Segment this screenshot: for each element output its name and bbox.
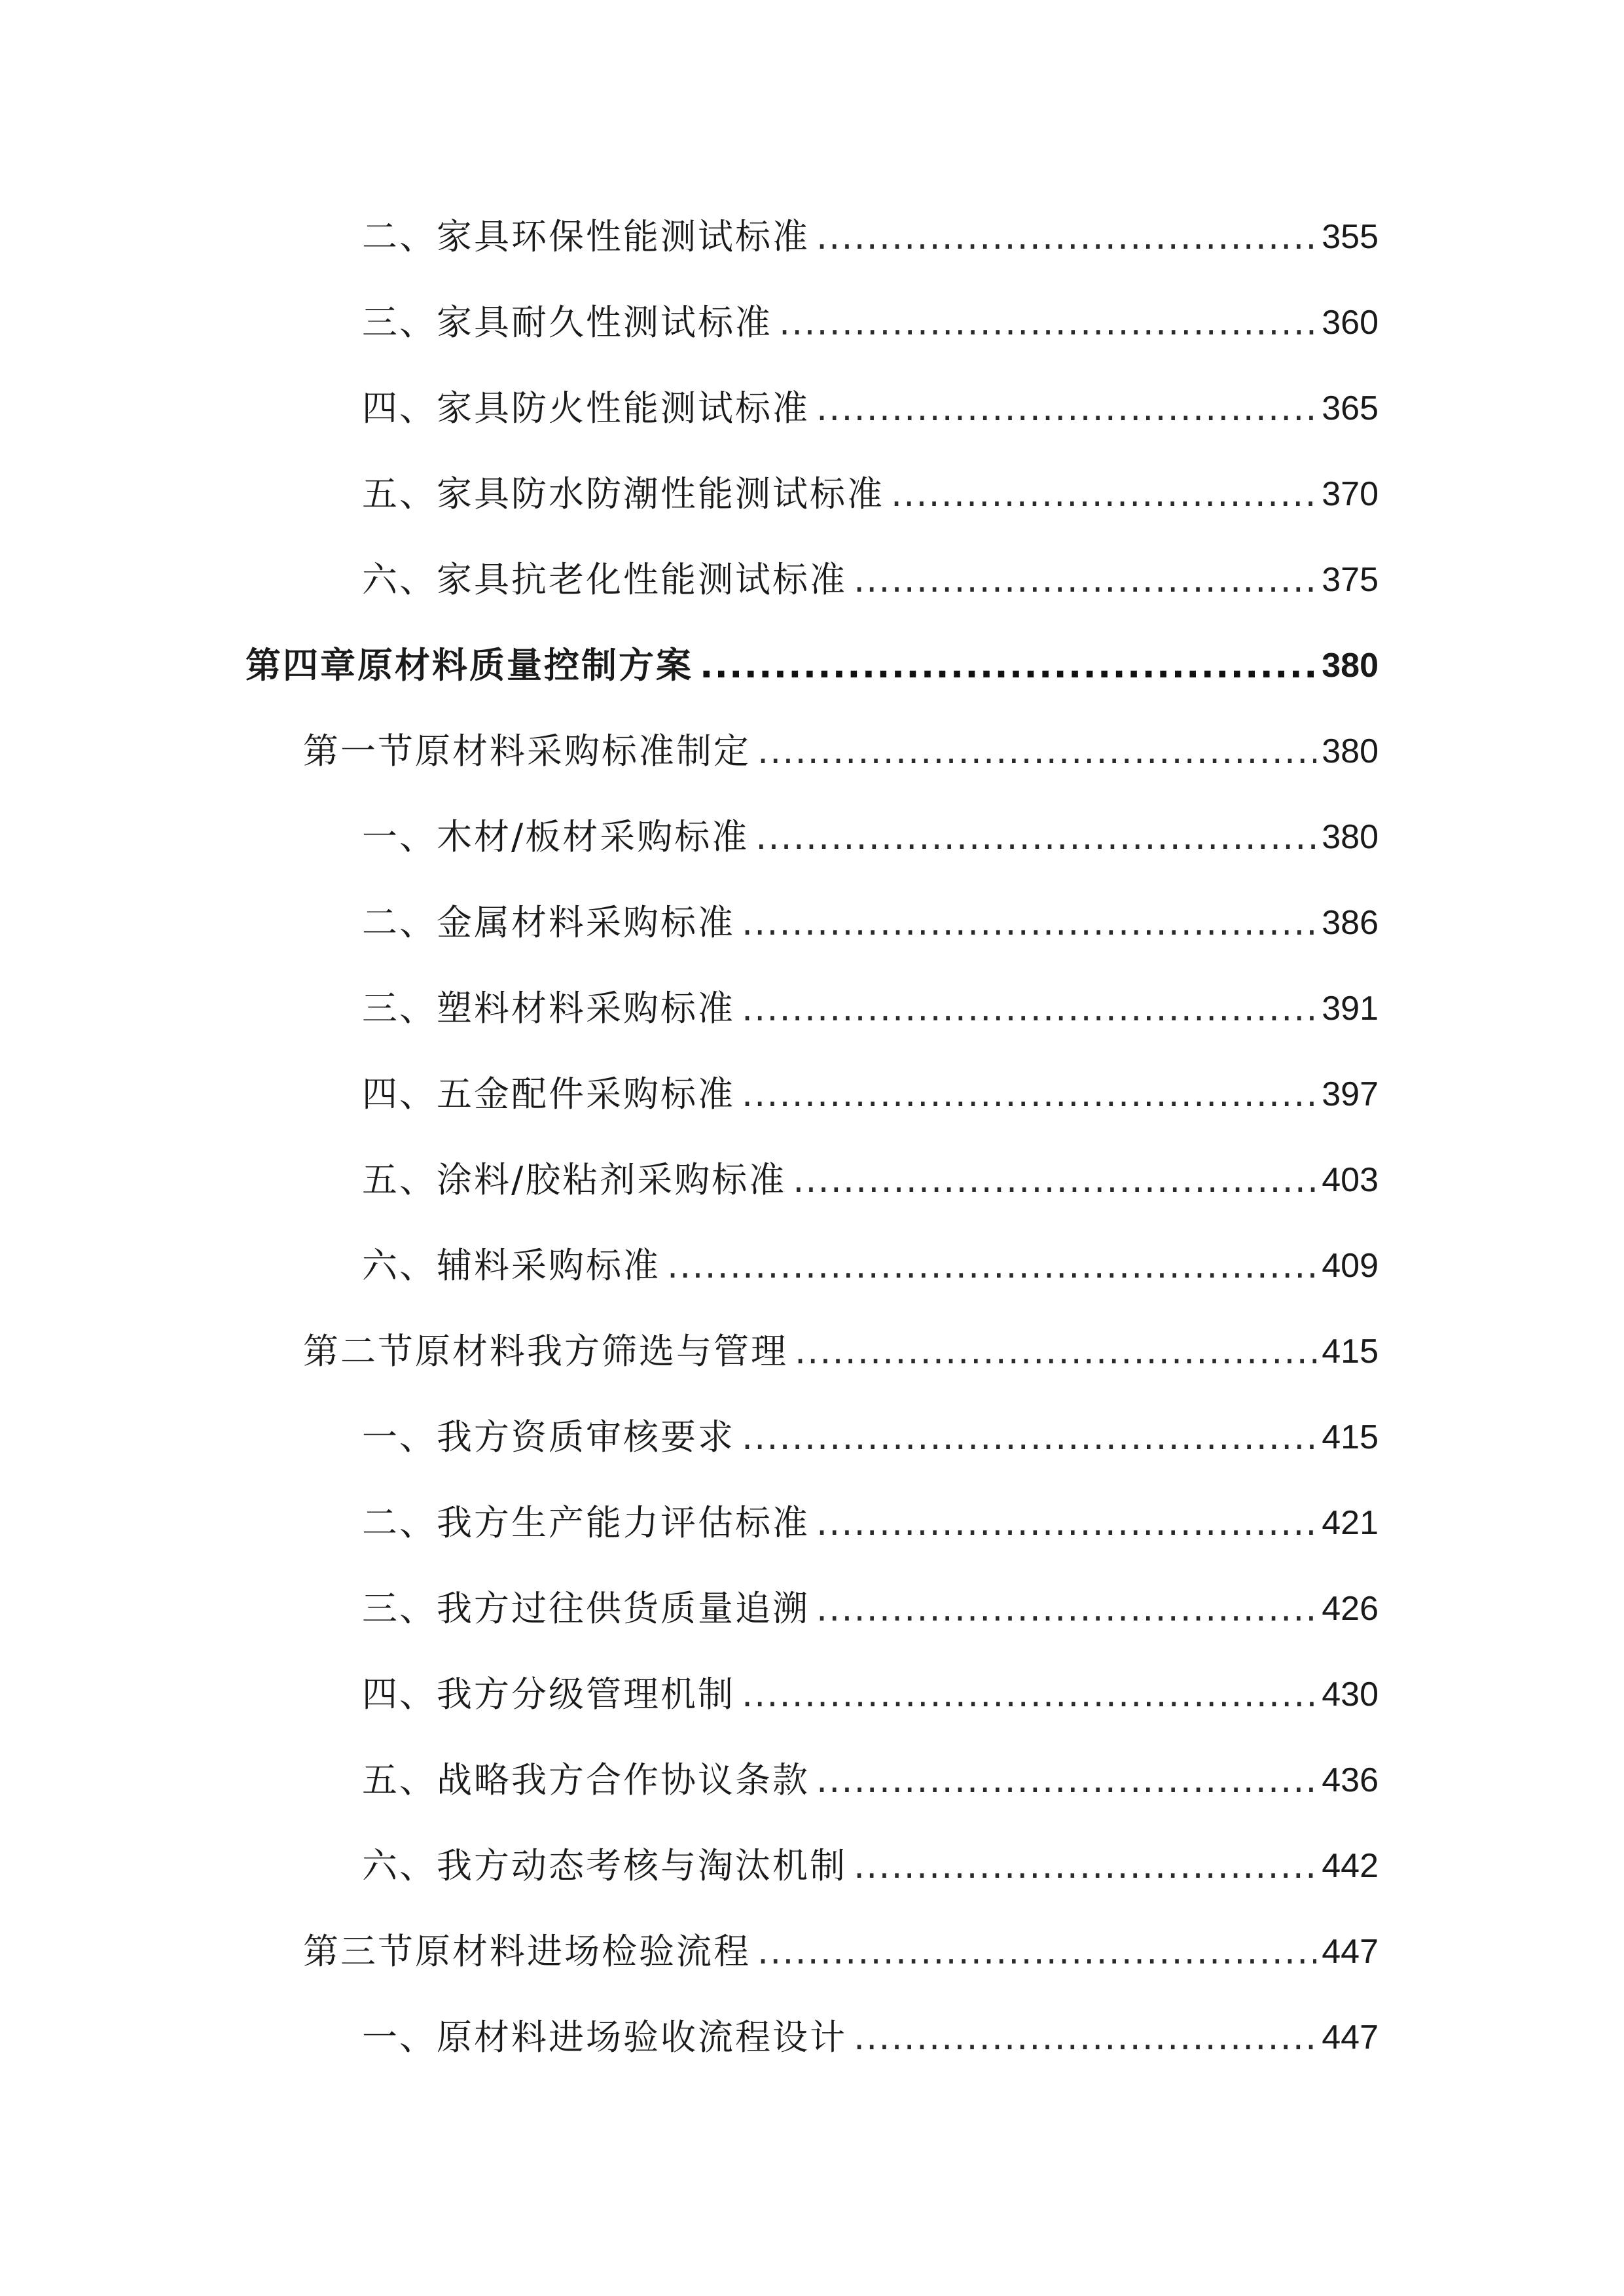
toc-entry-page: 375 <box>1322 561 1379 599</box>
toc-entry-label: 第二节原材料我方筛选与管理 <box>303 1331 788 1372</box>
toc-entry-label: 三、家具耐久性测试标准 <box>362 302 772 343</box>
toc-entry-label: 第三节原材料进场检验流程 <box>303 1931 751 1972</box>
toc-entry-page: 360 <box>1322 304 1379 342</box>
dot-leader <box>755 810 1316 865</box>
toc-entry-label: 三、塑料材料采购标准 <box>362 988 735 1029</box>
toc-entry[interactable] <box>362 1067 1379 1122</box>
toc-entry-page: 442 <box>1322 1847 1379 1885</box>
toc-entry[interactable] <box>362 1581 1379 1636</box>
toc-entry[interactable] <box>362 895 1379 950</box>
toc-entry[interactable] <box>362 1753 1379 1808</box>
toc-entry-label: 五、涂料/胶粘剂采购标准 <box>362 1159 787 1200</box>
toc-entry-page: 430 <box>1322 1676 1379 1713</box>
toc-entry-page: 409 <box>1322 1247 1379 1285</box>
toc-entry[interactable] <box>362 467 1379 522</box>
toc-entry-page: 426 <box>1322 1590 1379 1628</box>
toc-entry-page: 415 <box>1322 1418 1379 1456</box>
toc-entry[interactable] <box>362 381 1379 436</box>
toc-entry-label: 六、辅料采购标准 <box>362 1245 660 1286</box>
toc-entry-label: 二、家具环保性能测试标准 <box>362 216 810 257</box>
dot-leader <box>816 1581 1316 1636</box>
toc-entry[interactable] <box>362 810 1379 865</box>
toc-entry-page: 415 <box>1322 1333 1379 1371</box>
toc-entry[interactable] <box>362 981 1379 1036</box>
toc-entry-page: 447 <box>1322 2018 1379 2056</box>
dot-leader <box>757 724 1316 779</box>
toc-entry-label: 六、家具抗老化性能测试标准 <box>362 559 847 600</box>
dot-leader <box>854 1839 1316 1893</box>
toc-entry[interactable] <box>362 1238 1379 1293</box>
dot-leader <box>816 209 1316 264</box>
toc-entry-page: 365 <box>1322 389 1379 427</box>
toc-entry[interactable] <box>362 1839 1379 1893</box>
dot-leader <box>742 981 1316 1036</box>
toc-entry-label: 五、战略我方合作协议条款 <box>362 1759 810 1801</box>
toc-entry-page: 391 <box>1322 990 1379 1028</box>
dot-leader <box>742 1067 1316 1122</box>
toc-entry-page: 370 <box>1322 475 1379 513</box>
toc-entry-page: 403 <box>1322 1161 1379 1199</box>
dot-leader <box>757 1924 1316 1979</box>
toc-entry-page: 355 <box>1322 218 1379 256</box>
dot-leader <box>816 1496 1316 1551</box>
dot-leader <box>795 1324 1316 1379</box>
toc-entry-page: 447 <box>1322 1933 1379 1971</box>
toc-entry-label: 二、我方生产能力评估标准 <box>362 1502 810 1543</box>
toc-entry-label: 一、木材/板材采购标准 <box>362 816 749 857</box>
toc-chapter-entry[interactable] <box>245 638 1379 693</box>
toc-entry-label: 第一节原材料采购标准制定 <box>303 730 751 772</box>
dot-leader <box>779 295 1316 350</box>
toc-entry[interactable] <box>362 1667 1379 1722</box>
dot-leader <box>700 638 1316 693</box>
toc-entry[interactable] <box>362 2010 1379 2065</box>
toc-entry[interactable] <box>362 295 1379 350</box>
toc-entry[interactable] <box>362 1153 1379 1208</box>
toc-section-entry[interactable] <box>303 1924 1379 1979</box>
dot-leader <box>742 1667 1316 1722</box>
toc-entry-label: 四、五金配件采购标准 <box>362 1073 735 1115</box>
toc-entry-page: 421 <box>1322 1504 1379 1542</box>
toc-entry-label: 二、金属材料采购标准 <box>362 902 735 943</box>
dot-leader <box>854 552 1316 607</box>
toc-entry[interactable] <box>362 552 1379 607</box>
dot-leader <box>742 895 1316 950</box>
toc-section-entry[interactable] <box>303 724 1379 779</box>
dot-leader <box>854 2010 1316 2065</box>
dot-leader <box>816 381 1316 436</box>
toc-entry-page: 380 <box>1322 732 1379 770</box>
toc-entry-label: 四、家具防火性能测试标准 <box>362 387 810 429</box>
toc-entry-page: 380 <box>1322 647 1379 685</box>
toc-entry-label: 四、我方分级管理机制 <box>362 1674 735 1715</box>
toc-entry-page: 380 <box>1322 818 1379 856</box>
toc-entry-label: 一、原材料进场验收流程设计 <box>362 2017 847 2058</box>
dot-leader <box>891 467 1316 522</box>
toc-entry-label: 第四章原材料质量控制方案 <box>245 645 693 686</box>
dot-leader <box>667 1238 1316 1293</box>
toc-entry[interactable] <box>362 1410 1379 1465</box>
dot-leader <box>816 1753 1316 1808</box>
toc-entry[interactable] <box>362 1496 1379 1551</box>
toc-entry-page: 397 <box>1322 1075 1379 1113</box>
toc-entry[interactable] <box>362 209 1379 264</box>
toc-entry-label: 一、我方资质审核要求 <box>362 1416 735 1458</box>
toc-section-entry[interactable] <box>303 1324 1379 1379</box>
toc-entry-page: 386 <box>1322 904 1379 942</box>
toc-entry-label: 三、我方过往供货质量追溯 <box>362 1588 810 1629</box>
dot-leader <box>793 1153 1316 1208</box>
toc-entry-label: 六、我方动态考核与淘汰机制 <box>362 1845 847 1886</box>
toc-entry-page: 436 <box>1322 1761 1379 1799</box>
toc-entry-label: 五、家具防水防潮性能测试标准 <box>362 473 884 514</box>
dot-leader <box>742 1410 1316 1465</box>
